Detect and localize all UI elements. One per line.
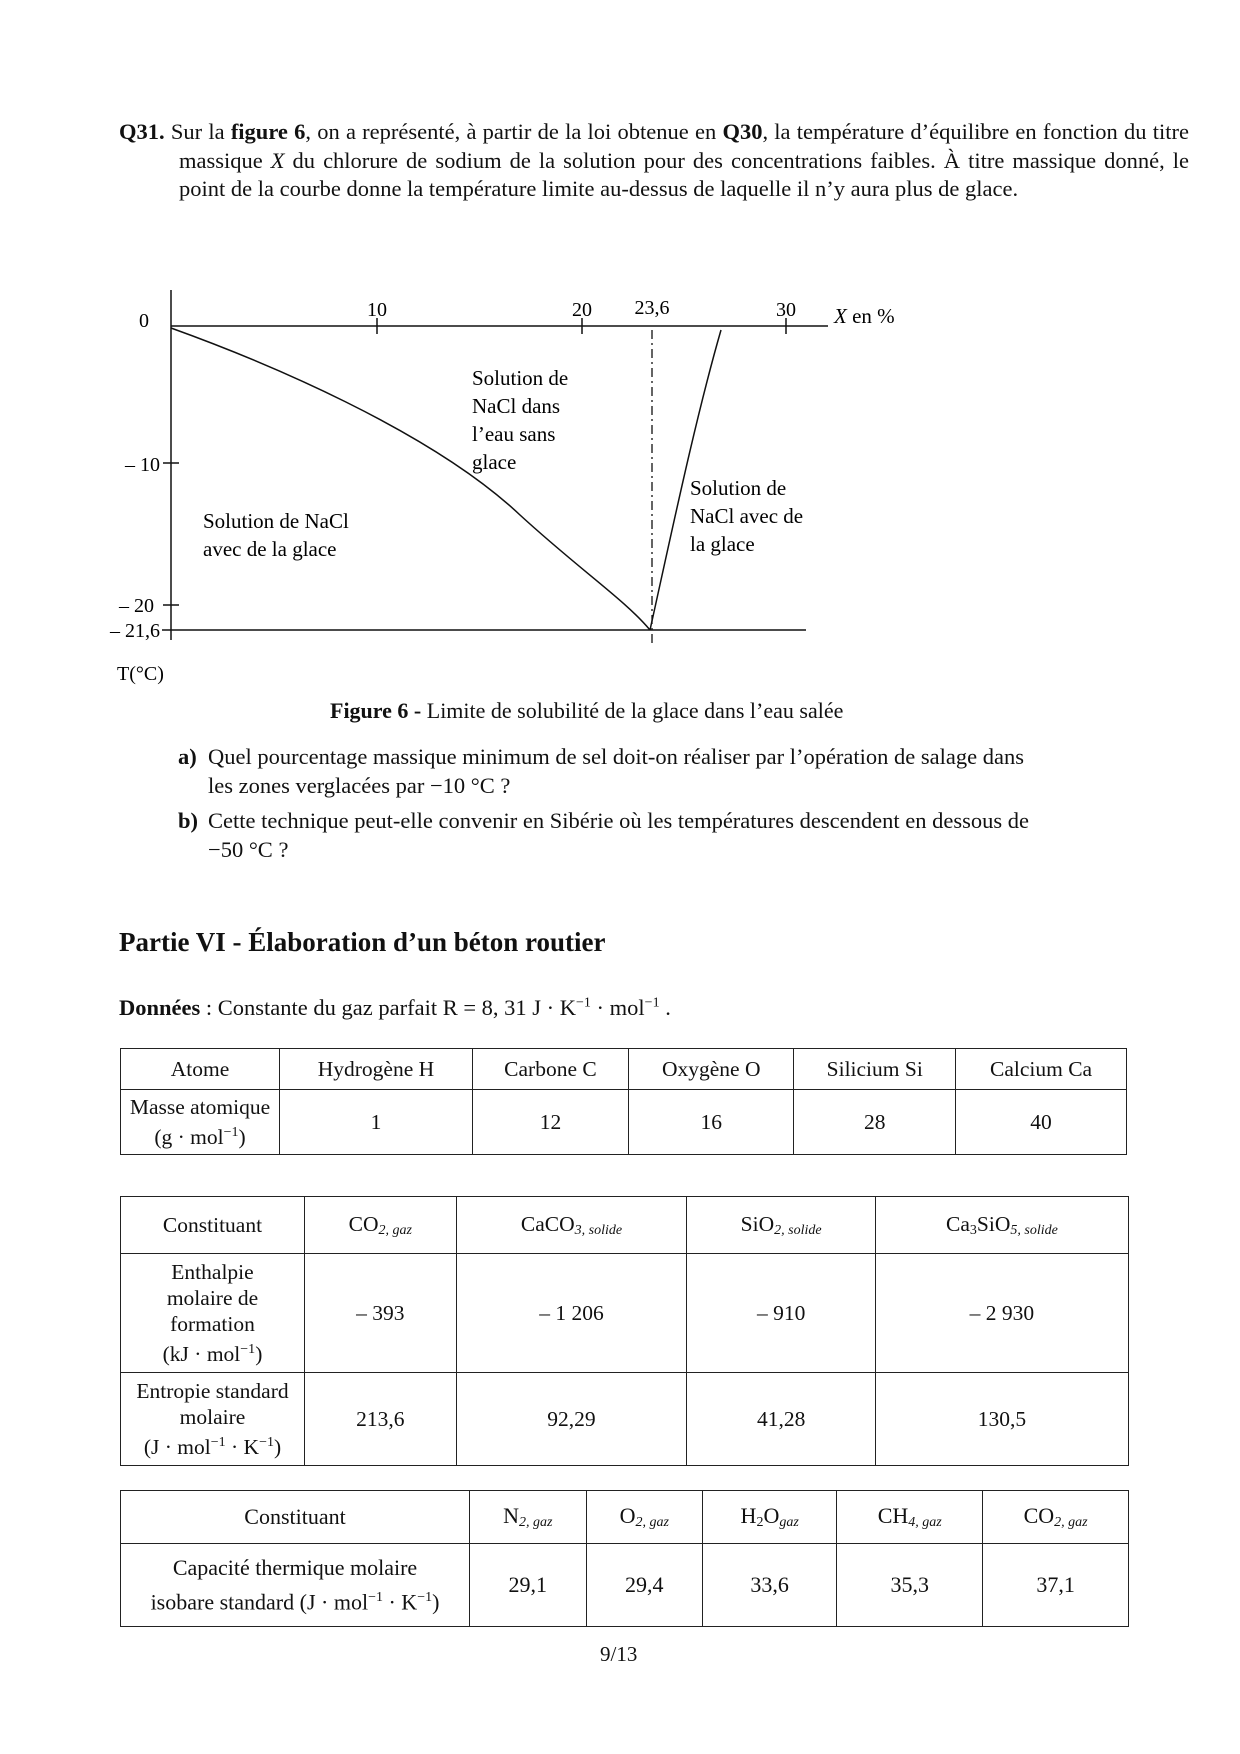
table-header-cell: Hydrogène H	[280, 1049, 473, 1090]
figure-caption: Figure 6 - Limite de solubilité de la glace dans l’eau salée	[330, 698, 844, 723]
row-label-atomic-mass: Masse atomique (g · mol$^{-1}$)	[121, 1090, 280, 1155]
table-row	[121, 1254, 1129, 1373]
subquestion-b: b) Cette technique peut-elle convenir en Sibérie où les températures descendent en dessous de −50 °C ?	[178, 808, 1029, 862]
table-header-cell: SiO$_{2, solide}$	[687, 1197, 875, 1254]
table-header-cell: $CO_{2, gaz}$	[305, 1197, 457, 1254]
table-row	[121, 1090, 1127, 1155]
thermo-data-table	[120, 1196, 1129, 1466]
section-title: Partie VI - Élaboration d’un béton routier	[119, 927, 606, 957]
donnees-line: Données : Constante du gaz parfait R = 8, 31 $J \cdot K^{-1} \cdot mol^{-1}$ .	[119, 995, 671, 1020]
x-axis-label: X en %	[834, 304, 895, 328]
y-axis-label: T(°C)	[117, 663, 164, 685]
table-cell: – 393	[305, 1254, 457, 1373]
x-tick-label-10: 10	[367, 299, 387, 321]
table-header-cell: $CO_{2, gaz}$	[983, 1491, 1129, 1544]
table-cell: 130,5	[875, 1373, 1128, 1466]
table-cell: – 1 206	[456, 1254, 687, 1373]
row-label-entropy: Entropie standard molaire $(J \cdot mol^{-1} \cdot K^{-1})$	[121, 1373, 305, 1466]
table-row	[121, 1491, 1129, 1544]
table-cell: 12	[472, 1090, 628, 1155]
table-row	[121, 1544, 1129, 1627]
y-tick-label-0: 0	[139, 310, 149, 332]
y-tick-label-minus21-6: – 21,6	[110, 620, 160, 642]
table-cell: 28	[794, 1090, 956, 1155]
atomic-mass-table	[120, 1048, 1127, 1155]
table-header-cell: CaCO$_{3, solide}$	[456, 1197, 687, 1254]
table-row	[121, 1049, 1127, 1090]
table-header-cell: Atome	[121, 1049, 280, 1090]
page-number: 9/13	[600, 1642, 638, 1666]
table-header-cell: $N_{2, gaz}$	[470, 1491, 587, 1544]
table-cell: 29,4	[586, 1544, 703, 1627]
table-cell: 40	[956, 1090, 1127, 1155]
table-cell: – 2 930	[875, 1254, 1128, 1373]
table-header-cell: Ca3SiO$_{5, solide}$	[875, 1197, 1128, 1254]
table-cell: 35,3	[837, 1544, 983, 1627]
row-label-heat-capacity: Capacité thermique molaire isobare standard $(J \cdot mol^{-1} \cdot K^{-1})$	[121, 1544, 470, 1627]
table-cell: 41,28	[687, 1373, 875, 1466]
figure-6-chart	[0, 0, 1240, 690]
region-left-label: Solution de NaCl avec de la glace	[203, 509, 349, 561]
table-cell: 1	[280, 1090, 473, 1155]
table-cell: 29,1	[470, 1544, 587, 1627]
region-middle-label: Solution de NaCl dans l’eau sans glace	[472, 366, 569, 474]
table-header-cell: $H2O_{gaz}$	[703, 1491, 837, 1544]
subquestion-a: a) Quel pourcentage massique minimum de sel doit-on réaliser par l’opération de salage dans les zones verglacées par −10 °C ?	[178, 744, 1024, 798]
table-header-cell: Oxygène O	[629, 1049, 794, 1090]
y-tick-label-minus10: – 10	[125, 454, 160, 476]
question-label: Q31.	[119, 119, 165, 144]
table-header-cell: $O_{2, gaz}$	[586, 1491, 703, 1544]
table-header-cell: $CH_{4, gaz}$	[837, 1491, 983, 1544]
x-tick-label-30: 30	[776, 299, 796, 321]
row-label-enthalpy: Enthalpie molaire de formation (kJ · mol$^{-1}$)	[121, 1254, 305, 1373]
x-tick-label-20: 20	[572, 299, 592, 321]
table-cell: 213,6	[305, 1373, 457, 1466]
table-header-cell: Silicium Si	[794, 1049, 956, 1090]
table-row	[121, 1197, 1129, 1254]
heat-capacity-table	[120, 1490, 1129, 1627]
table-header-cell: Constituant	[121, 1491, 470, 1544]
table-cell: 16	[629, 1090, 794, 1155]
y-tick-label-minus20: – 20	[119, 595, 154, 617]
table-cell: 92,29	[456, 1373, 687, 1466]
table-cell: – 910	[687, 1254, 875, 1373]
question-q31: Q31. Sur la figure 6, on a représenté, à partir de la loi obtenue en Q30, la température d’équilibre en fonction du titre massique X du chlorure de sodium de la solution pour des concentrations faibles. À titre massique donné, le point de la courbe donne la température limite au-dessus de laquelle il n’y aura plus de glace.	[119, 119, 1189, 201]
table-cell: 33,6	[703, 1544, 837, 1627]
table-header-cell: Calcium Ca	[956, 1049, 1127, 1090]
table-header-cell: Constituant	[121, 1197, 305, 1254]
ice-liquidus-curve	[171, 328, 650, 630]
table-header-cell: Carbone C	[472, 1049, 628, 1090]
region-right-label: Solution de NaCl avec de la glace	[690, 476, 804, 556]
table-row	[121, 1373, 1129, 1466]
table-cell: 37,1	[983, 1544, 1129, 1627]
x-tick-label-23-6: 23,6	[634, 297, 670, 319]
